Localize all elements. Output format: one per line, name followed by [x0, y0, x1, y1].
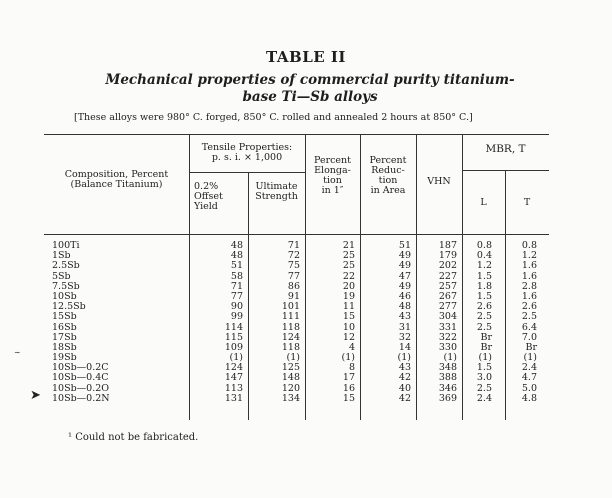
cell-ra-row-12: 43: [398, 362, 411, 374]
vhn-column: [418, 241, 457, 404]
cell-ult-row-3: 77: [287, 270, 300, 282]
cell-l-row-8: 2.5: [476, 321, 492, 333]
cell-comp-row-5: 10Sb: [52, 290, 77, 302]
cell-l-row-10: Br: [480, 341, 492, 353]
cell-ult-row-13: 148: [281, 372, 300, 384]
cell-vhn-row-4: 257: [438, 280, 457, 292]
cell-vhn-row-2: 202: [438, 260, 457, 272]
cell-yield-row-8: 114: [224, 321, 243, 333]
cell-ra-row-6: 48: [398, 301, 411, 313]
cell-l-row-4: 1.8: [476, 280, 492, 292]
cell-ra-row-7: 43: [398, 311, 411, 323]
cell-ult-row-5: 91: [287, 290, 300, 302]
cell-elong-row-9: 12: [342, 331, 355, 343]
cell-l-row-6: 2.6: [476, 301, 492, 313]
cell-l-row-12: 1.5: [476, 362, 492, 374]
cell-comp-row-2: 2.5Sb: [52, 260, 80, 272]
offset-yield-header: 0.2% Offset Yield: [194, 181, 223, 212]
col-rule-6: [462, 134, 463, 420]
scan-mark-1: ∼: [14, 348, 21, 357]
composition-header: Composition, Percent (Balance Titanium): [64, 169, 169, 190]
cell-ult-row-4: 86: [287, 280, 300, 292]
cell-elong-row-8: 10: [342, 321, 355, 333]
mbr-l-header: L: [480, 197, 487, 208]
cell-t-row-5: 1.6: [521, 290, 537, 302]
cell-ra-row-9: 32: [398, 331, 411, 343]
cell-t-row-11: (1): [523, 352, 537, 364]
cell-l-row-2: 1.2: [476, 260, 492, 272]
mbr-header: MBR, T: [485, 143, 526, 155]
cell-ra-row-2: 49: [398, 260, 411, 272]
cell-elong-row-15: 15: [342, 392, 355, 404]
cell-comp-row-1: 1Sb: [52, 250, 71, 262]
header-top-rule: [44, 134, 549, 135]
cell-vhn-row-0: 187: [438, 240, 457, 251]
cell-yield-row-10: 109: [224, 341, 243, 353]
cell-t-row-4: 2.8: [521, 280, 537, 292]
cell-t-row-8: 6.4: [521, 321, 537, 333]
cell-t-row-3: 1.6: [521, 270, 537, 282]
cell-elong-row-10: 4: [348, 341, 355, 353]
cell-comp-row-14: 10Sb—0.2O: [52, 382, 110, 394]
cell-comp-row-9: 17Sb: [52, 331, 77, 343]
table-subtitle-line1: Mechanical properties of commercial purity titanium-: [105, 72, 515, 88]
cell-l-row-5: 1.5: [476, 290, 492, 302]
elongation-header: Percent Elonga- tion in 1″: [313, 155, 351, 196]
cell-vhn-row-5: 267: [438, 290, 457, 302]
cell-t-row-13: 4.7: [521, 372, 537, 384]
cell-vhn-row-14: 346: [438, 382, 457, 394]
cell-ra-row-4: 49: [398, 280, 411, 292]
cell-t-row-2: 1.6: [521, 260, 537, 272]
cell-vhn-row-13: 388: [438, 372, 457, 384]
cell-ult-row-6: 101: [281, 301, 300, 313]
cell-t-row-7: 2.5: [521, 311, 537, 323]
ultimate-strength-header: Ultimate Strength: [255, 181, 298, 202]
cell-l-row-7: 2.5: [476, 311, 492, 323]
cell-comp-row-7: 15Sb: [52, 311, 77, 323]
cell-ra-row-5: 46: [398, 290, 411, 302]
offset-yield-column: [191, 241, 243, 404]
cell-ra-row-1: 49: [398, 250, 411, 262]
cell-vhn-row-6: 277: [438, 301, 457, 313]
cell-yield-row-3: 58: [230, 270, 243, 282]
cell-yield-row-0: 48: [230, 240, 243, 251]
mbr-l-column: [464, 241, 492, 404]
cell-comp-row-11: 19Sb: [52, 352, 77, 364]
cell-yield-row-11: (1): [229, 352, 243, 364]
cell-l-row-9: Br: [480, 331, 492, 343]
cell-comp-row-6: 12.5Sb: [52, 301, 86, 313]
cell-ra-row-0: 51: [398, 240, 411, 251]
cell-yield-row-6: 90: [230, 301, 243, 313]
cell-yield-row-5: 77: [230, 290, 243, 302]
cell-yield-row-2: 51: [230, 260, 243, 272]
cell-yield-row-12: 124: [224, 362, 243, 374]
cell-l-row-11: (1): [478, 352, 492, 364]
cell-comp-row-3: 5Sb: [52, 270, 71, 282]
cell-ra-row-14: 40: [398, 382, 411, 394]
cell-t-row-10: Br: [525, 341, 537, 353]
cell-elong-row-5: 19: [342, 290, 355, 302]
cell-vhn-row-3: 227: [438, 270, 457, 282]
cell-ult-row-0: 71: [287, 240, 300, 251]
reduction-column: [362, 241, 411, 404]
cell-ult-row-8: 118: [281, 321, 300, 333]
cell-elong-row-6: 11: [342, 301, 355, 313]
cell-ult-row-14: 120: [281, 382, 300, 394]
cell-ult-row-12: 125: [281, 362, 300, 374]
reduction-header: Percent Reduc- tion in Area: [369, 155, 407, 196]
cell-l-row-1: 0.4: [476, 250, 492, 262]
cell-vhn-row-15: 369: [438, 392, 457, 404]
cell-ra-row-3: 47: [398, 270, 411, 282]
mbr-t-header: T: [523, 197, 531, 208]
cell-l-row-15: 2.4: [476, 392, 492, 404]
cell-yield-row-4: 71: [230, 280, 243, 292]
cell-ult-row-2: 75: [287, 260, 300, 272]
table-subtitle-line2: base Ti—Sb alloys: [242, 89, 378, 105]
cell-ra-row-15: 42: [398, 392, 411, 404]
cell-ult-row-15: 134: [281, 392, 300, 404]
cell-comp-row-13: 10Sb—0.4C: [52, 372, 109, 384]
cell-comp-row-8: 16Sb: [52, 321, 77, 333]
cell-yield-row-15: 131: [224, 392, 243, 404]
cell-ra-row-11: (1): [397, 352, 411, 364]
cell-t-row-14: 5.0: [521, 382, 537, 394]
cell-vhn-row-7: 304: [438, 311, 457, 323]
cell-elong-row-0: 21: [342, 240, 355, 251]
cell-ult-row-1: 72: [287, 250, 300, 262]
elongation-column: [307, 241, 355, 404]
cell-l-row-13: 3.0: [476, 372, 492, 384]
cell-l-row-14: 2.5: [476, 382, 492, 394]
footnote: ¹ Could not be fabricated.: [68, 432, 199, 443]
cell-l-row-0: 0.8: [476, 240, 492, 251]
cell-l-row-3: 1.5: [476, 270, 492, 282]
cell-t-row-12: 2.4: [521, 362, 537, 374]
tensile-header: Tensile Properties: p. s. i. × 1,000: [201, 142, 293, 163]
scan-mark-2: ➤: [30, 388, 41, 403]
cell-comp-row-10: 18Sb: [52, 341, 77, 353]
cell-yield-row-7: 99: [230, 311, 243, 323]
cell-vhn-row-9: 322: [438, 331, 457, 343]
cell-vhn-row-8: 331: [438, 321, 457, 333]
cell-t-row-15: 4.8: [521, 392, 537, 404]
table-title: TABLE II: [266, 48, 346, 66]
cell-yield-row-13: 147: [224, 372, 243, 384]
cell-ult-row-11: (1): [286, 352, 300, 364]
mbr-t-column: [507, 241, 537, 404]
cell-ra-row-8: 31: [398, 321, 411, 333]
cell-elong-row-4: 20: [342, 280, 355, 292]
cell-t-row-0: 0.8: [521, 240, 537, 251]
tensile-sub-rule: [189, 172, 305, 173]
cell-vhn-row-12: 348: [438, 362, 457, 374]
cell-elong-row-14: 16: [342, 382, 355, 394]
cell-elong-row-13: 17: [342, 372, 355, 384]
cell-ult-row-9: 124: [281, 331, 300, 343]
cell-elong-row-12: 8: [348, 362, 355, 374]
cell-ra-row-10: 14: [398, 341, 411, 353]
cell-t-row-1: 1.2: [521, 250, 537, 262]
cell-ult-row-10: 118: [281, 341, 300, 353]
cell-yield-row-1: 48: [230, 250, 243, 262]
header-bottom-rule: [44, 234, 549, 235]
table-note: [These alloys were 980° C. forged, 850° C. rolled and annealed 2 hours at 850° C.]: [74, 112, 473, 123]
cell-t-row-6: 2.6: [521, 301, 537, 313]
cell-yield-row-14: 113: [224, 382, 243, 394]
composition-column: [52, 241, 186, 404]
cell-vhn-row-10: 330: [438, 341, 457, 353]
ultimate-strength-column: [250, 241, 300, 404]
cell-comp-row-4: 7.5Sb: [52, 280, 80, 292]
col-rule-1: [189, 134, 190, 420]
cell-comp-row-12: 10Sb—0.2C: [52, 362, 109, 374]
cell-ra-row-13: 42: [398, 372, 411, 384]
cell-comp-row-15: 10Sb—0.2N: [52, 392, 110, 404]
cell-ult-row-7: 111: [281, 311, 300, 323]
cell-elong-row-1: 25: [342, 250, 355, 262]
cell-elong-row-2: 25: [342, 260, 355, 272]
cell-elong-row-11: (1): [341, 352, 355, 364]
cell-t-row-9: 7.0: [521, 331, 537, 343]
cell-vhn-row-11: (1): [443, 352, 457, 364]
cell-yield-row-9: 115: [224, 331, 243, 343]
vhn-header: VHN: [427, 176, 451, 187]
cell-elong-row-3: 22: [342, 270, 355, 282]
cell-comp-row-0: 100Ti: [52, 240, 80, 251]
cell-vhn-row-1: 179: [438, 250, 457, 262]
cell-elong-row-7: 15: [342, 311, 355, 323]
